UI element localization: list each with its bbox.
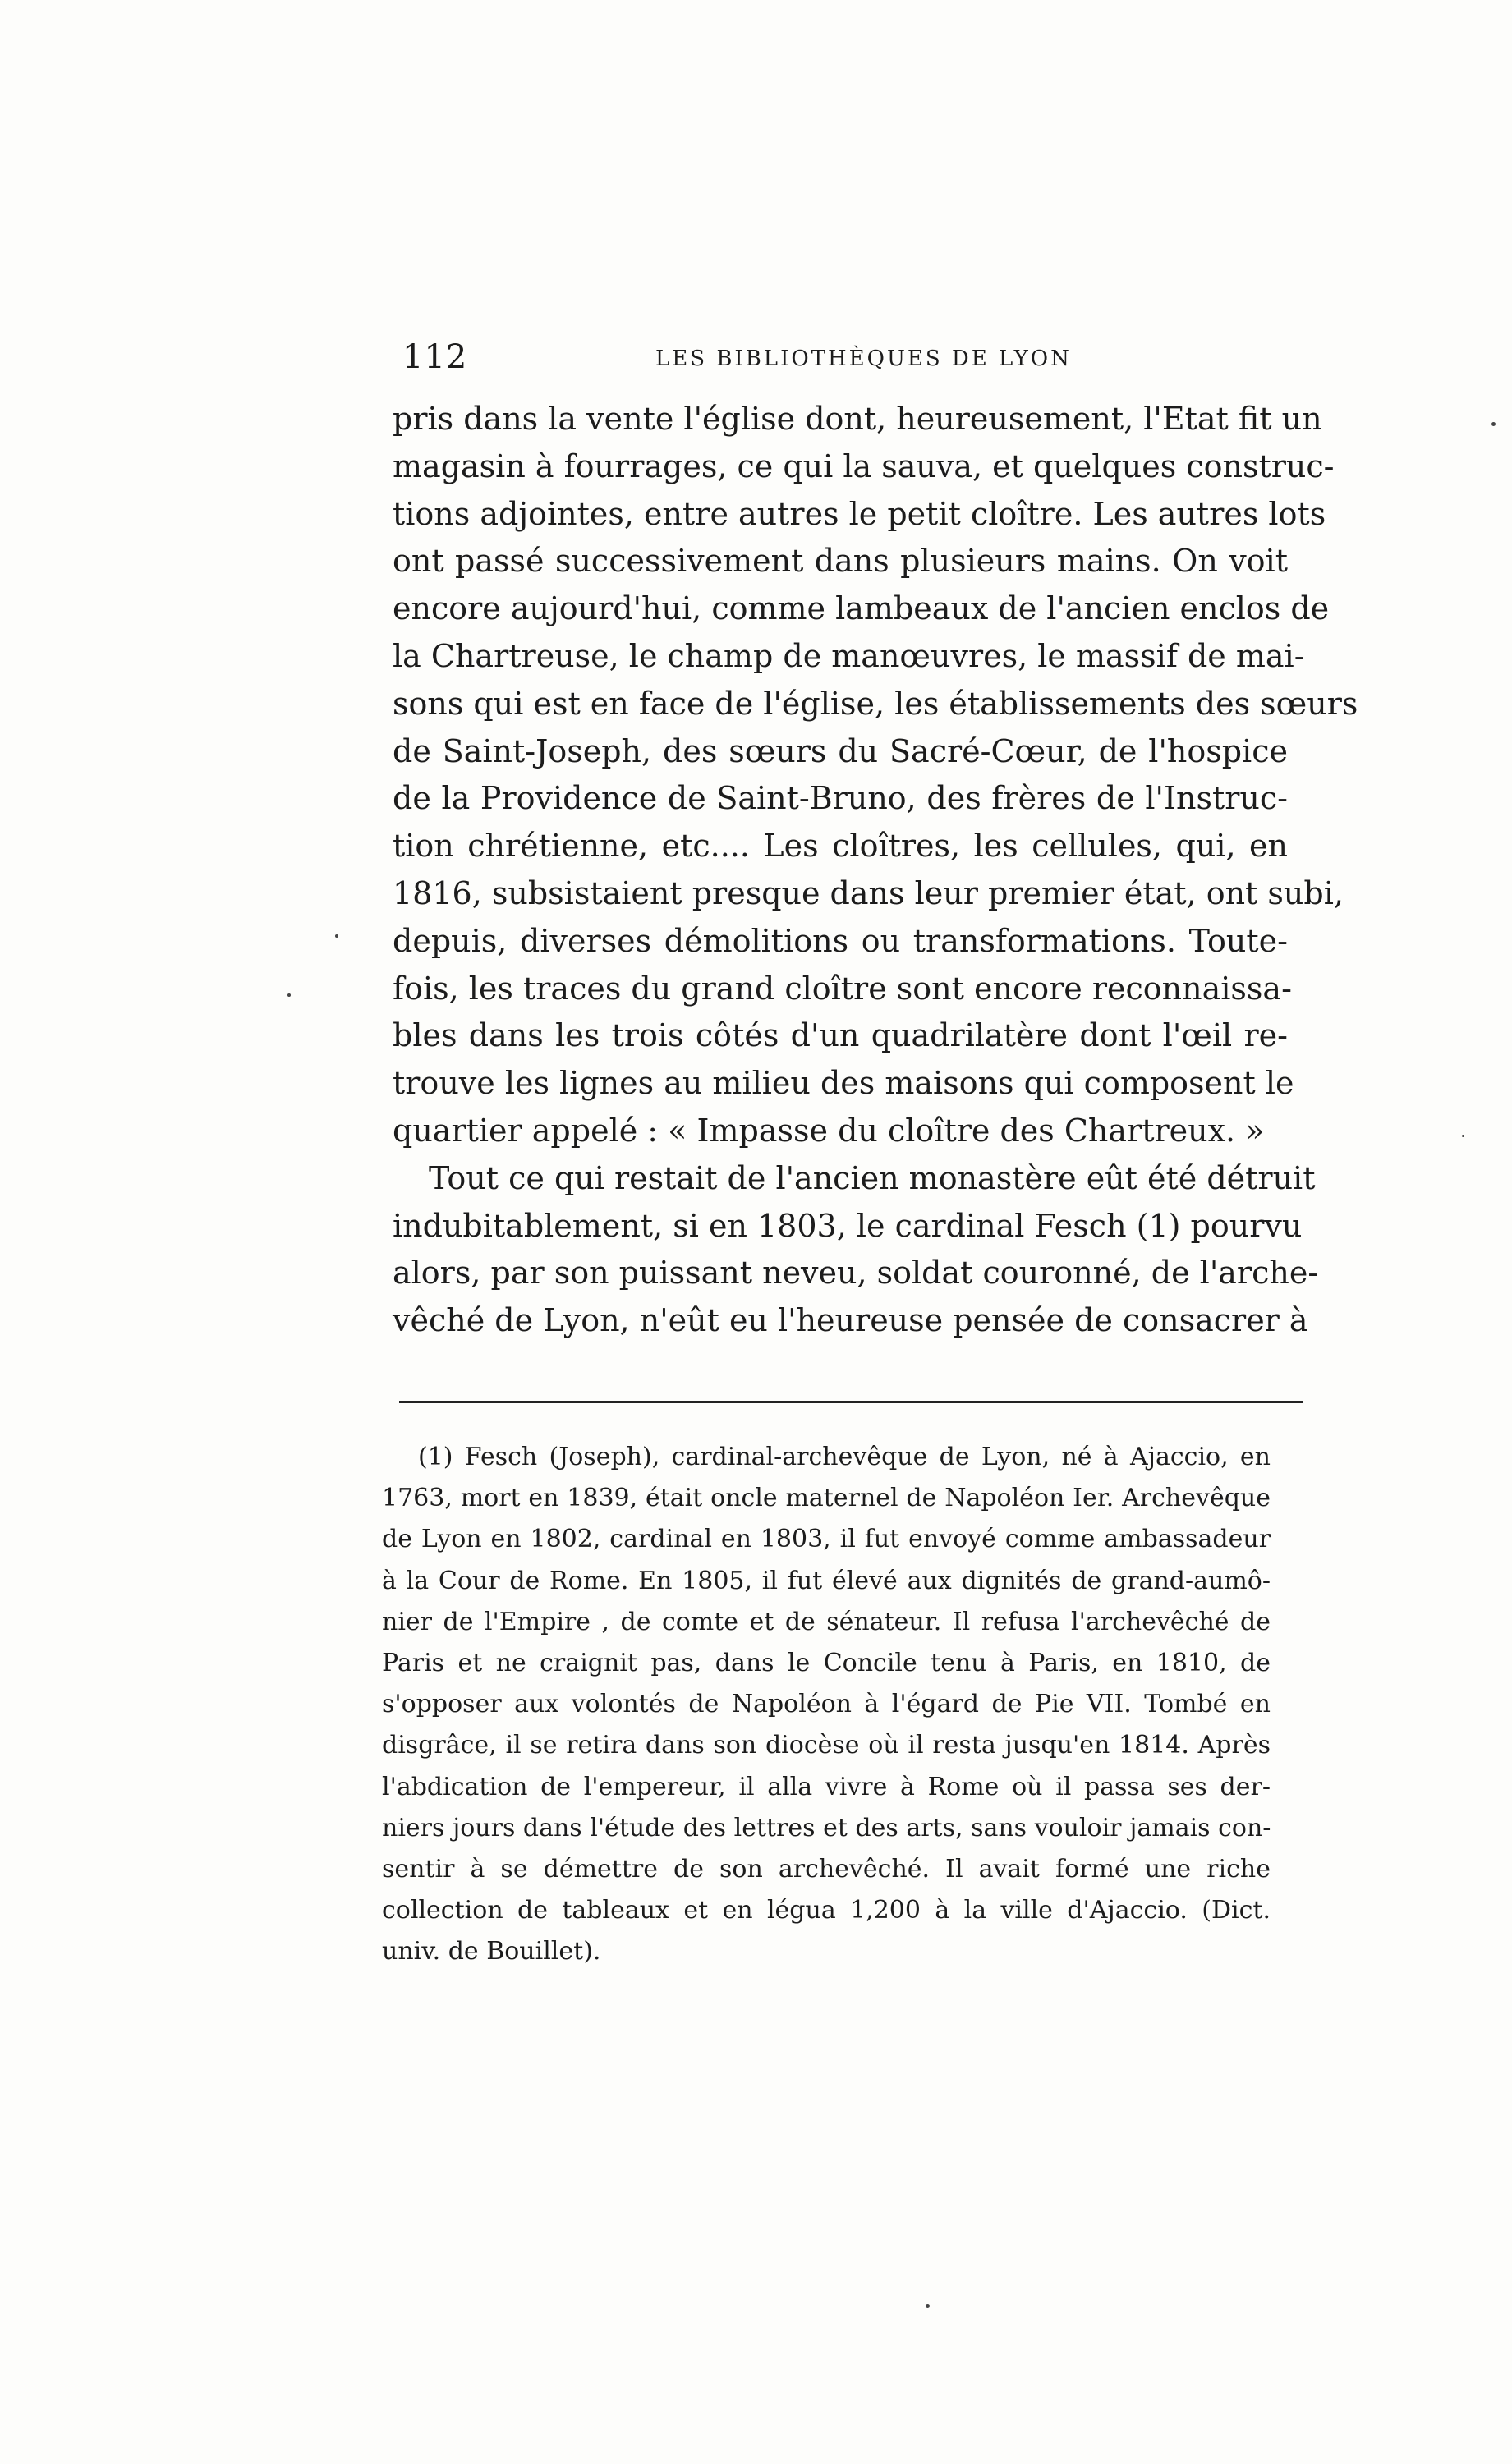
main-text [393,396,1358,1345]
footnote-line: sentir à se démettre de son archevêché. Il avait formé une riche [382,1854,1271,1884]
text-line: fois, les traces du grand cloître sont encore reconnaissa- [393,970,1292,1007]
ink-speck [335,934,338,938]
page-header [393,338,1296,388]
footnote-line: univ. de Bouillet). [382,1937,601,1966]
ink-speck [287,993,291,997]
text-line: pris dans la vente l'église dont, heureusement, l'Etat fit un [393,401,1322,437]
text-line: encore aujourd'hui, comme lambeaux de l'ancien enclos de [393,590,1330,627]
text-line: Tout ce qui restait de l'ancien monastère eût été détruit [429,1159,1316,1196]
text-line: de Saint-Joseph, des sœurs du Sacré-Cœur, de l'hospice [393,732,1288,769]
footnote-line: disgrâce, il se retira dans son diocèse où il resta jusqu'en 1814. Après [382,1731,1271,1760]
ink-speck [1462,1135,1464,1137]
text-line: trouve les lignes au milieu des maisons qui composent le [393,1065,1294,1102]
ink-speck [1491,422,1496,426]
footnote-line: à la Cour de Rome. En 1805, il fut élevé aux dignités de grand-aumô- [382,1566,1271,1595]
text-line: alors, par son puissant neveu, soldat couronné, de l'arche- [393,1255,1319,1292]
footnote [382,1437,1271,1972]
footnote-line: de Lyon en 1802, cardinal en 1803, il fut envoyé comme ambassadeur [382,1525,1271,1554]
text-line: de la Providence de Saint-Bruno, des frères de l'Instruc- [393,780,1288,817]
text-line: indubitablement, si en 1803, le cardinal Fesch (1) pourvu [393,1207,1303,1244]
text-line: la Chartreuse, le champ de manœuvres, le massif de mai- [393,637,1305,674]
text-line: tion chrétienne, etc.... Les cloîtres, les cellules, qui, en [393,828,1288,865]
footnote-line: nier de l'Empire , de comte et de sénateur. Il refusa l'archevêché de [382,1607,1271,1636]
text-line: 1816, subsistaient presque dans leur premier état, ont subi, [393,874,1344,911]
text-line: tions adjointes, entre autres le petit cloître. Les autres lots [393,495,1326,532]
footnote-line: Paris et ne craignit pas, dans le Concile tenu à Paris, en 1810, de [382,1648,1271,1677]
text-line: sons qui est en face de l'église, les établissements des sœurs [393,685,1358,722]
footnote-line: collection de tableaux et en légua 1,200 à la ville d'Ajaccio. (Dict. [382,1896,1271,1925]
text-line: depuis, diverses démolitions ou transformations. Toute- [393,922,1288,959]
ink-speck [926,2304,930,2308]
footnote-line: (1) Fesch (Joseph), cardinal-archevêque de Lyon, né à Ajaccio, en [418,1443,1271,1471]
text-line: quartier appelé : « Impasse du cloître des Chartreux. » [393,1112,1265,1149]
footnote-line: niers jours dans l'étude des lettres et des arts, sans vouloir jamais con- [382,1813,1271,1842]
page-number: 112 [402,338,468,376]
footnote-divider [399,1401,1303,1403]
footnote-line: s'opposer aux volontés de Napoléon à l'égard de Pie VII. Tombé en [382,1690,1271,1719]
text-line: magasin à fourrages, ce qui la sauva, et quelques construc- [393,447,1335,484]
text-line: bles dans les trois côtés d'un quadrilatère dont l'œil re- [393,1017,1288,1054]
running-title: LES BIBLIOTHÈQUES DE LYON [655,346,1072,371]
text-line: ont passé successivement dans plusieurs mains. On voit [393,543,1288,580]
footnote-line: l'abdication de l'empereur, il alla vivre à Rome où il passa ses der- [382,1772,1271,1801]
text-line: vêché de Lyon, n'eût eu l'heureuse pensée de consacrer à [393,1302,1308,1339]
footnote-line: 1763, mort en 1839, était oncle maternel de Napoléon Ier. Archevêque [382,1484,1271,1513]
